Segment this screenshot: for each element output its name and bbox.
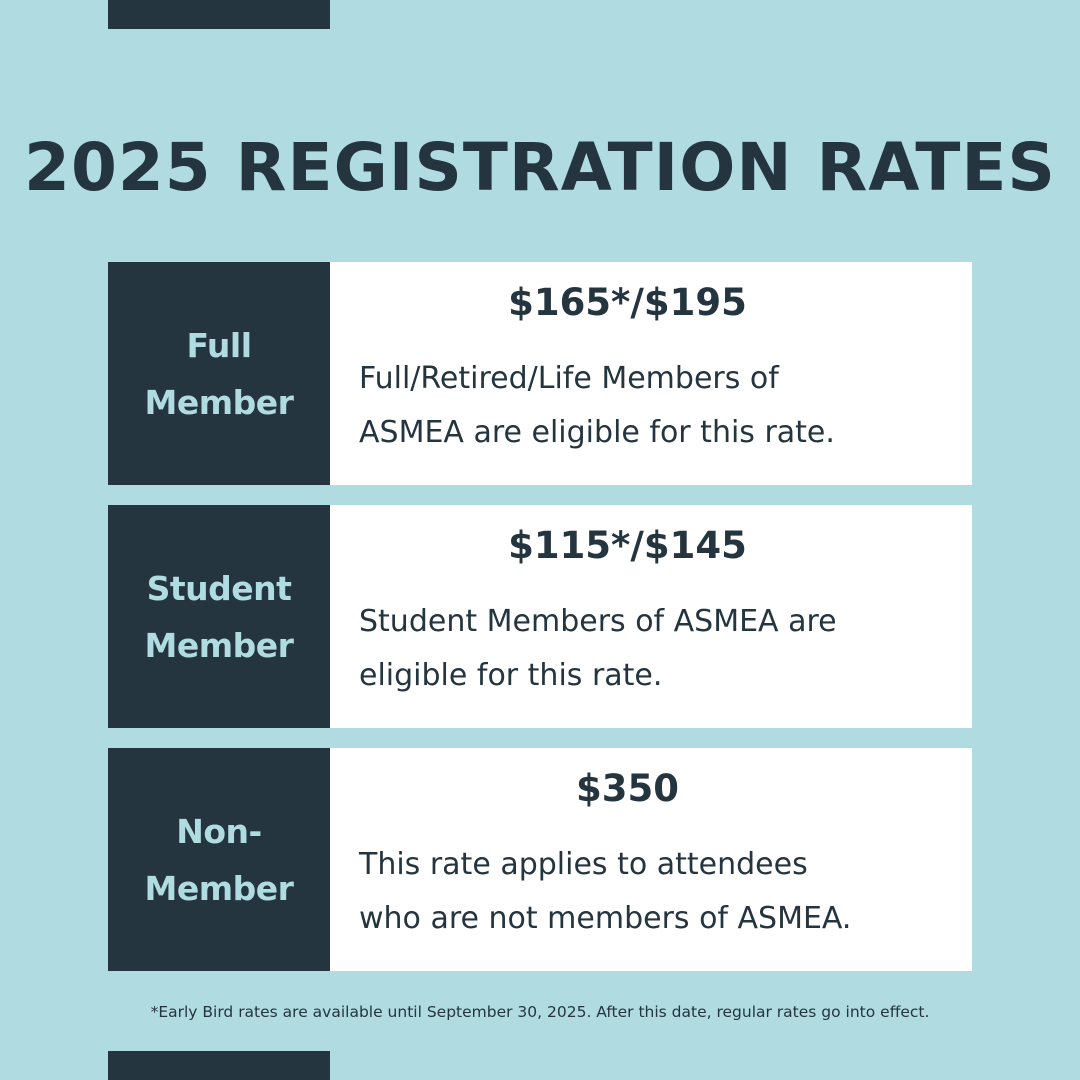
rate-label-line2: Member <box>144 868 294 908</box>
rate-label-line1: Student <box>146 568 292 608</box>
rate-description-line1: This rate applies to attendees <box>359 847 808 882</box>
rate-price: $115*/$145 <box>508 524 747 567</box>
rate-card-non-member <box>330 748 972 971</box>
rate-label-non-member <box>108 748 330 971</box>
rate-description <box>359 352 919 460</box>
rate-card-student-member <box>330 505 972 728</box>
rate-row-full-member <box>108 262 972 485</box>
rate-description-line2: ASMEA are eligible for this rate. <box>359 415 835 450</box>
rate-label-full-member <box>108 262 330 485</box>
rate-label-line2: Member <box>144 625 294 665</box>
rate-label-line1: Full <box>186 325 252 365</box>
rate-card-full-member <box>330 262 972 485</box>
rate-description-line1: Student Members of ASMEA are <box>359 604 837 639</box>
top-decorative-bar <box>108 0 330 29</box>
page-title: 2025 REGISTRATION RATES <box>24 129 1056 206</box>
rate-description-line2: who are not members of ASMEA. <box>359 901 852 936</box>
rate-description <box>359 838 919 946</box>
rate-label-line1: Non- <box>176 811 262 851</box>
bottom-decorative-bar <box>108 1051 330 1080</box>
rate-price: $350 <box>576 767 679 810</box>
rate-price: $165*/$195 <box>508 281 747 324</box>
rate-description-line1: Full/Retired/Life Members of <box>359 361 779 396</box>
early-bird-footnote: *Early Bird rates are available until September 30, 2025. After this date, regular rates go into effect. <box>150 1003 930 1021</box>
rate-description-line2: eligible for this rate. <box>359 658 663 693</box>
rate-row-student-member <box>108 505 972 728</box>
rate-label-student-member <box>108 505 330 728</box>
rate-row-non-member <box>108 748 972 971</box>
rate-description <box>359 595 919 703</box>
rate-label-line2: Member <box>144 382 294 422</box>
